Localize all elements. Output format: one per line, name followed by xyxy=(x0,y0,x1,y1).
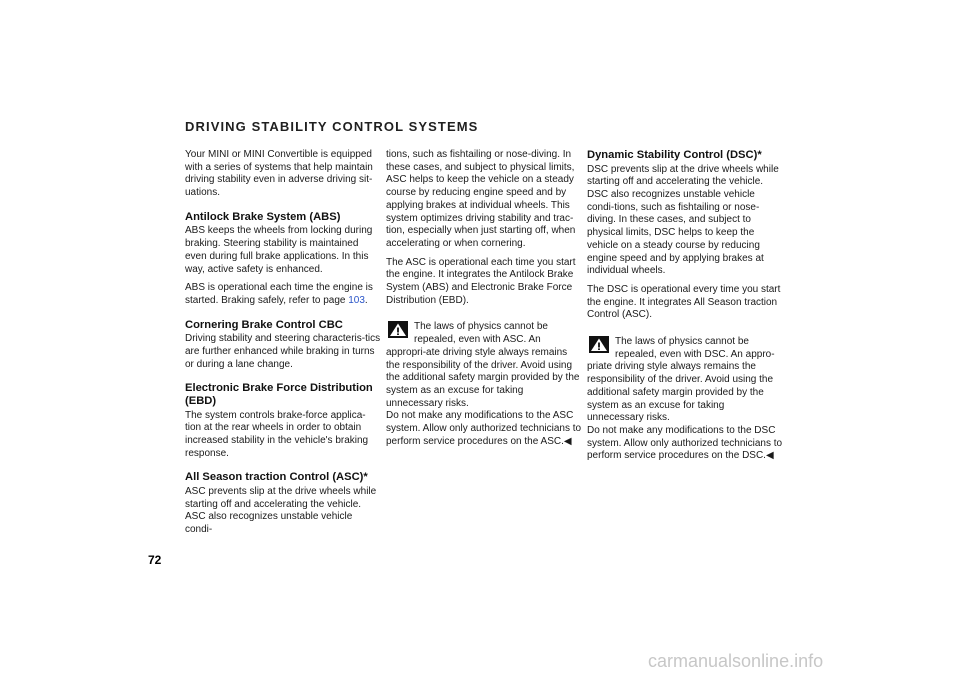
dsc-warning-text: The laws of physics cannot be repealed, even with DSC. An appro-priate driving style always remains the responsibility of the driver. Avoid using the additional safety margin provided by the system as an excuse for taking unnecessary risks. xyxy=(587,336,775,424)
asc-continued-paragraph: tions, such as fishtailing or nose-diving. In these cases, and subject to physical limits, ASC helps to keep the vehicle on a steady course by reducing engine speed and by applying brakes at individual wheels. This system optimizes driving stability and trac-tion, especially when just starting off, when accelerating or when cornering. xyxy=(386,149,576,249)
page-link-103[interactable]: 103 xyxy=(348,294,365,306)
intro-paragraph: Your MINI or MINI Convertible is equipped with a series of systems that help maintain driving stability even in adverse driving sit-uations. xyxy=(185,149,373,199)
end-marker: ◀ xyxy=(563,435,572,447)
end-marker: ◀ xyxy=(765,450,774,462)
asc-modification-body: Do not make any modifications to the ASC system. Allow only authorized technicians to perform service procedures on the ASC. xyxy=(386,410,582,447)
watermark: carmanualsonline.info xyxy=(648,651,824,671)
column-2 xyxy=(386,149,582,448)
ebd-paragraph: The system controls brake-force applica-tion at the rear wheels in order to obtain increased stability in the vehicle's braking response. xyxy=(185,409,369,459)
dsc-heading: Dynamic Stability Control (DSC)* xyxy=(587,149,762,161)
dsc-warning-note xyxy=(587,336,783,463)
page-number: 72 xyxy=(148,553,162,567)
asc-modification-text xyxy=(386,410,582,448)
asc-warning-text: The laws of physics cannot be repealed, even with ASC. An appropri-ate driving style always remains the responsibility of the driver. Avoid using the additional safety margin provided by the system as an excuse for taking unnecessary risks. xyxy=(386,321,580,409)
asc-paragraph: ASC prevents slip at the drive wheels while starting off and accelerating the vehicle. ASC also recognizes unstable vehicle condi- xyxy=(185,485,377,536)
dsc-operational-paragraph: The DSC is operational every time you start the engine. It integrates All Season traction Control (ASC). xyxy=(587,283,781,321)
cbc-heading: Cornering Brake Control CBC xyxy=(185,318,343,331)
abs-heading: Antilock Brake System (ABS) xyxy=(185,210,341,223)
abs-operational-text: ABS is operational each time the engine is started. Braking safely, refer to page xyxy=(185,282,373,306)
column-3 xyxy=(587,149,783,463)
asc-heading: All Season traction Control (ASC)* xyxy=(185,471,368,484)
column-1 xyxy=(185,149,381,543)
warning-triangle-icon xyxy=(589,336,609,353)
ebd-heading: Electronic Brake Force Distribution (EBD) xyxy=(185,382,373,407)
cbc-paragraph: Driving stability and steering characteris-tics are further enhanced while braking in turns or during a lane change. xyxy=(185,333,381,370)
abs-operational-paragraph xyxy=(185,282,381,307)
abs-operational-end: . xyxy=(364,294,368,306)
dsc-modification-body: Do not make any modifications to the DSC system. Allow only authorized technicians to perform service procedures on the DSC. xyxy=(587,424,783,462)
abs-paragraph: ABS keeps the wheels from locking during braking. Steering stability is maintained even during full brake applications. In this way, active safety is enhanced. xyxy=(185,225,373,275)
asc-operational-paragraph: The ASC is operational each time you start the engine. It integrates the Antilock Brake System (ABS) and Electronic Brake Force Distribution (EBD). xyxy=(386,256,576,306)
asc-warning-note xyxy=(386,321,582,448)
section-title: DRIVING STABILITY CONTROL SYSTEMS xyxy=(185,119,479,134)
dsc-modification-text xyxy=(587,425,783,463)
dsc-paragraph: DSC prevents slip at the drive wheels while starting off and accelerating the vehicle. DSC also recognizes unstable vehicle condi-tions, such as fishtailing or nose-diving. In these cases, and subject to physical limits, DSC helps to keep the vehicle on a steady course by reducing engine speed and by applying brakes at individual wheels. xyxy=(587,163,779,277)
warning-triangle-icon xyxy=(388,321,408,338)
